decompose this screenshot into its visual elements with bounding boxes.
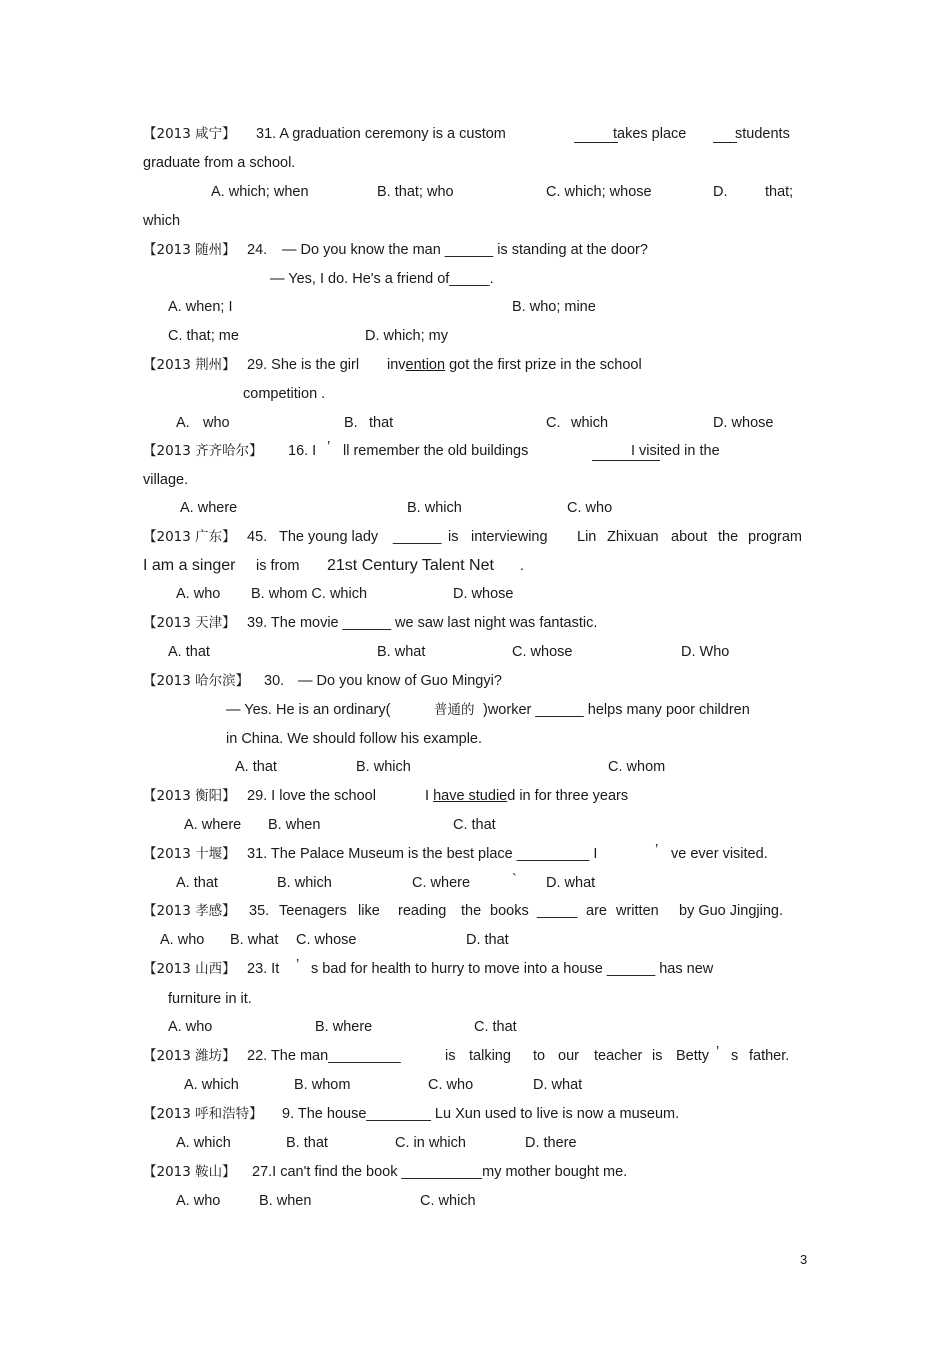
option-d: D. Who (681, 644, 730, 660)
option-d: D. which; my (365, 328, 448, 344)
option-c: C. (546, 415, 561, 431)
question-stem: invention got the first prize in the school (387, 357, 642, 373)
question-stem: )worker ______ helps many poor children (483, 702, 750, 718)
option-c: C. that (453, 817, 496, 833)
option-c: ` (512, 872, 517, 888)
option-d: which (143, 213, 181, 229)
question-stem: _____ (537, 903, 578, 919)
option-c: C. which (420, 1193, 476, 1209)
question-stem: ’ (716, 1044, 720, 1060)
question-source-tag: 【2013 孝感】 (143, 903, 236, 919)
option-d: D. whose (713, 415, 774, 431)
question-stem: like (358, 903, 380, 919)
option-a: A. who (160, 932, 205, 948)
option-b: B. which (277, 875, 332, 891)
question-stem: ve ever visited. (671, 846, 768, 862)
question-source-tag: 【2013 齐齐哈尔】 (143, 443, 263, 459)
option-b: B. when (259, 1193, 312, 1209)
option-c: C. who (428, 1077, 474, 1093)
option-c: C. whose (296, 932, 357, 948)
question-stem: ______ (393, 529, 442, 545)
question-stem: s (731, 1048, 739, 1064)
question-source-tag: 【2013 十堰】 (143, 846, 236, 862)
option-b: B. where (315, 1019, 373, 1035)
option-d: D. (713, 184, 728, 200)
question-stem: ’ (296, 957, 300, 973)
question-stem: is (448, 529, 459, 545)
option-a: A. where (184, 817, 242, 833)
question-stem: s bad for health to hurry to move into a house ______ has new (311, 961, 714, 977)
question-stem: village. (143, 472, 189, 488)
option-c: C. who (567, 500, 613, 516)
question-stem: Teenagers (279, 903, 347, 919)
question-stem: 21st Century Talent Net (327, 557, 494, 574)
question-stem: furniture in it. (168, 991, 252, 1007)
question-source-tag: 【2013 呼和浩特】 (143, 1106, 263, 1122)
question-source-tag: 【2013 天津】 (143, 615, 236, 631)
question-stem: father. (749, 1048, 790, 1064)
option-a: A. where (180, 500, 238, 516)
option-a: A. that (235, 759, 277, 775)
option-d: D. what (533, 1077, 583, 1093)
option-c: C. whose (512, 644, 573, 660)
option-b: B. which (356, 759, 411, 775)
question-stem: graduate from a school. (143, 155, 296, 171)
option-c: C. that (474, 1019, 517, 1035)
option-b: B. what (230, 932, 279, 948)
option-a: A. who (176, 586, 221, 602)
question-stem: to (533, 1048, 546, 1064)
question-stem: I visited in the (631, 443, 720, 459)
question-stem: is (445, 1048, 456, 1064)
question-stem: written (616, 903, 659, 919)
option-d: that; (765, 184, 794, 200)
option-b: B. (344, 415, 358, 431)
question-stem: is (652, 1048, 663, 1064)
question-stem: program (748, 529, 802, 545)
question-source-tag: 【2013 山西】 (143, 961, 236, 977)
option-c: C. whom (608, 759, 666, 775)
question-source-tag: 【2013 荆州】 (143, 357, 236, 373)
option-b: B. whom C. which (251, 586, 368, 602)
question-stem: teacher (594, 1048, 643, 1064)
question-stem: 16. I (288, 443, 317, 459)
question-stem: talking (469, 1048, 511, 1064)
option-a: A. who (168, 1019, 213, 1035)
question-stem: 29. She is the girl (247, 357, 360, 373)
question-source-tag: 【2013 随州】 (143, 242, 236, 258)
option-a: A. (176, 415, 190, 431)
question-stem: 27.I can't find the book __________my mother bought me. (252, 1164, 628, 1180)
question-stem: 9. The house________ Lu Xun used to live is now a museum. (282, 1106, 680, 1122)
question-stem: reading (398, 903, 447, 919)
option-a: A. which (176, 1135, 231, 1151)
option-b: B. who; mine (512, 299, 596, 315)
question-stem: are (586, 903, 607, 919)
question-stem: 24. (247, 242, 268, 258)
option-a: A. who (176, 1193, 221, 1209)
question-stem: 39. The movie ______ we saw last night was fantastic. (247, 615, 598, 631)
question-stem: Lin (577, 529, 597, 545)
question-stem: about (671, 529, 708, 545)
option-c: C. in which (395, 1135, 466, 1151)
option-d: D. there (525, 1135, 577, 1151)
question-stem: in China. We should follow his example. (226, 731, 483, 747)
option-b: B. that; who (377, 184, 454, 200)
answer-blank (713, 128, 737, 143)
option-b: B. which (407, 500, 462, 516)
question-source-tag: 【2013 咸宁】 (143, 126, 236, 142)
question-stem: books (490, 903, 529, 919)
question-source-tag: 【2013 潍坊】 (143, 1048, 236, 1064)
question-stem: the (718, 529, 739, 545)
question-stem: takes place (613, 126, 687, 142)
option-b: B. that (286, 1135, 328, 1151)
question-stem: ll remember the old buildings (343, 443, 529, 459)
question-source-tag: 【2013 衡阳】 (143, 788, 236, 804)
option-a: A. which (184, 1077, 239, 1093)
answer-blank (574, 128, 618, 143)
question-stem: — Yes. He is an ordinary( (226, 702, 391, 718)
question-stem: — Do you know of Guo Mingyi? (298, 673, 502, 689)
question-stem: 普通的 (434, 702, 475, 718)
question-stem: Zhixuan (607, 529, 659, 545)
question-stem: 35. (249, 903, 270, 919)
option-a: who (203, 415, 230, 431)
question-stem: 30. (264, 673, 285, 689)
question-stem: I am a singer (143, 557, 236, 574)
question-stem: ’ (327, 439, 331, 455)
question-stem: The young lady (279, 529, 379, 545)
option-d: D. whose (453, 586, 514, 602)
question-stem: 23. It (247, 961, 280, 977)
option-a: A. which; when (211, 184, 309, 200)
question-stem: ’ (655, 842, 659, 858)
option-a: A. when; I (168, 299, 233, 315)
option-d: D. what (546, 875, 596, 891)
question-source-tag: 【2013 哈尔滨】 (143, 673, 250, 689)
question-stem: 31. A graduation ceremony is a custom (256, 126, 506, 142)
question-stem: 31. The Palace Museum is the best place _________ I (247, 846, 598, 862)
question-stem: interviewing (471, 529, 548, 545)
option-a: A. that (168, 644, 210, 660)
option-b: B. whom (294, 1077, 351, 1093)
question-source-tag: 【2013 广东】 (143, 529, 236, 545)
question-stem: — Yes, I do. He's a friend of_____. (270, 271, 494, 287)
option-c: C. that; me (168, 328, 239, 344)
option-c: which (571, 415, 609, 431)
option-b: B. when (268, 817, 321, 833)
question-stem: the (461, 903, 482, 919)
question-stem: 29. I love the school (247, 788, 376, 804)
option-b: B. what (377, 644, 426, 660)
question-stem: 22. The man_________ (247, 1048, 401, 1064)
question-stem: competition . (243, 386, 326, 402)
option-c: C. where (412, 875, 471, 891)
question-stem: . (520, 558, 525, 574)
question-stem: I have studied in for three years (425, 788, 629, 804)
option-c: C. which; whose (546, 184, 652, 200)
question-source-tag: 【2013 鞍山】 (143, 1164, 236, 1180)
option-a: A. that (176, 875, 218, 891)
question-stem: 45. (247, 529, 268, 545)
question-stem: students (735, 126, 790, 142)
question-stem: is from (256, 558, 300, 574)
page-number: 3 (800, 1252, 808, 1267)
question-stem: Betty (676, 1048, 710, 1064)
question-stem: — Do you know the man ______ is standing at the door? (282, 242, 648, 258)
question-stem: our (558, 1048, 579, 1064)
option-d: D. that (466, 932, 509, 948)
question-stem: by Guo Jingjing. (679, 903, 783, 919)
option-b: that (369, 415, 394, 431)
